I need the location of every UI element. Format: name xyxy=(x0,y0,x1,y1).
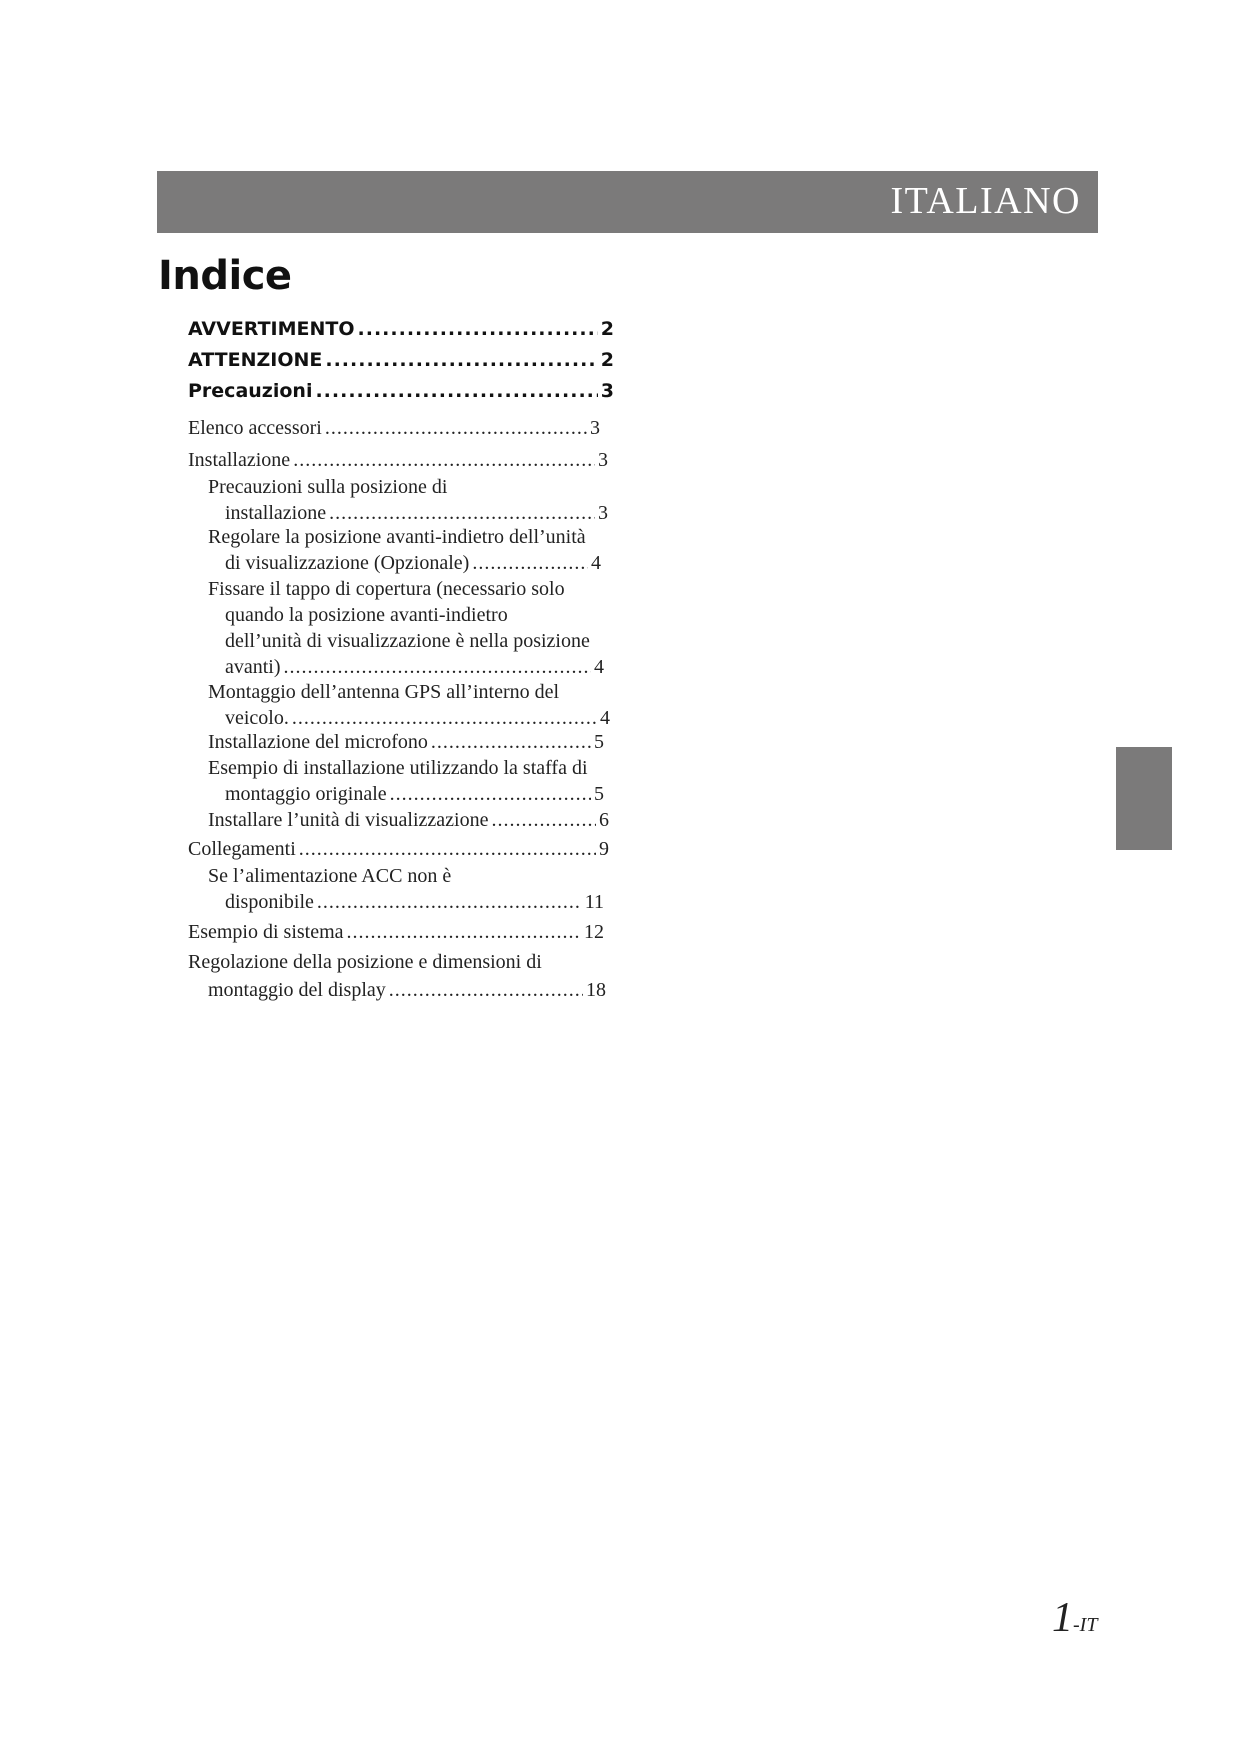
toc-leader-dots xyxy=(293,449,595,472)
toc-entry-alimentazione-acc-line1[interactable]: Se l’alimentazione ACC non è xyxy=(208,865,452,887)
toc-page-number: 5 xyxy=(594,783,604,805)
page-number-value: 1 xyxy=(1052,1595,1073,1641)
toc-page-number: 4 xyxy=(600,707,610,729)
toc-entry-label: montaggio del display xyxy=(208,979,386,1001)
toc-page-number: 3 xyxy=(590,417,600,439)
toc-leader-dots xyxy=(329,502,595,525)
toc-entry-label: Installazione del microfono xyxy=(208,731,428,753)
toc-entry-label: montaggio originale xyxy=(225,783,387,805)
toc-leader-dots xyxy=(315,380,597,402)
toc-entry-label: Collegamenti xyxy=(188,838,296,860)
toc-entry-label: veicolo. xyxy=(225,707,289,729)
toc-page-number: 3 xyxy=(600,380,614,402)
toc-page-number: 3 xyxy=(598,449,608,471)
toc-entry-regolare-posizione-line1[interactable]: Regolare la posizione avanti-indietro dell’unità xyxy=(208,526,586,548)
toc-entry-label: Elenco accessori xyxy=(188,417,322,439)
toc-entry-installare-unita[interactable] xyxy=(208,809,609,832)
toc-entry-label: installazione xyxy=(225,502,327,524)
toc-entry-montaggio-antenna-line1[interactable]: Montaggio dell’antenna GPS all’interno del xyxy=(208,681,560,703)
toc-entry-installazione-microfono[interactable] xyxy=(208,731,604,754)
toc-page-number: 11 xyxy=(584,891,604,913)
toc-entry-label: di visualizzazione (Opzionale) xyxy=(225,552,470,574)
toc-entry-alimentazione-acc[interactable] xyxy=(225,891,604,914)
toc-page-number: 12 xyxy=(584,921,604,943)
toc-entry-attenzione[interactable] xyxy=(188,349,614,371)
toc-entry-montaggio-antenna[interactable] xyxy=(225,707,610,730)
language-label: ITALIANO xyxy=(890,180,1081,222)
page-number xyxy=(1052,1594,1097,1642)
toc-page-number: 6 xyxy=(599,809,609,831)
toc-page-number: 5 xyxy=(594,731,604,753)
toc-leader-dots xyxy=(284,656,591,679)
toc-leader-dots xyxy=(325,349,597,371)
toc-page-number: 18 xyxy=(586,979,606,1001)
toc-entry-precauzioni[interactable] xyxy=(188,380,614,402)
toc-entry-fissare-tappo-line1[interactable]: Fissare il tappo di copertura (necessario solo xyxy=(208,578,565,600)
toc-leader-dots xyxy=(389,979,583,1002)
toc-entry-esempio-installazione-line1[interactable]: Esempio di installazione utilizzando la staffa di xyxy=(208,757,588,779)
toc-entry-label: disponibile xyxy=(225,891,314,913)
toc-leader-dots xyxy=(347,921,581,944)
toc-page-number: 4 xyxy=(591,552,601,574)
toc-page-number: 9 xyxy=(599,838,609,860)
toc-entry-label: ATTENZIONE xyxy=(188,349,323,371)
toc-page-number: 2 xyxy=(600,318,614,340)
toc-leader-dots xyxy=(431,731,591,754)
toc-entry-installazione[interactable] xyxy=(188,449,608,472)
toc-entry-label: Installazione xyxy=(188,449,291,471)
toc-entry-label: avanti) xyxy=(225,656,281,678)
toc-entry-regolare-posizione[interactable] xyxy=(225,552,601,575)
toc-leader-dots xyxy=(472,552,588,575)
toc-leader-dots xyxy=(390,783,591,806)
toc-leader-dots xyxy=(299,838,596,861)
toc-entry-elenco-accessori[interactable] xyxy=(188,417,600,440)
page-number-suffix: -IT xyxy=(1073,1614,1098,1636)
toc-leader-dots xyxy=(325,417,587,440)
toc-entry-esempio-sistema[interactable] xyxy=(188,921,604,944)
toc-entry-fissare-tappo[interactable] xyxy=(225,656,604,679)
page-title: Indice xyxy=(158,253,292,299)
toc-leader-dots xyxy=(292,707,597,730)
toc-entry-label: AVVERTIMENTO xyxy=(188,318,355,340)
toc-entry-avvertimento[interactable] xyxy=(188,318,614,340)
toc-entry-fissare-tappo-line3[interactable]: dell’unità di visualizzazione è nella posizione xyxy=(225,630,590,652)
toc-entry-label: Installare l’unità di visualizzazione xyxy=(208,809,489,831)
toc-entry-esempio-installazione[interactable] xyxy=(225,783,604,806)
toc-entry-precauzioni-posizione[interactable] xyxy=(225,502,608,525)
toc-page-number: 4 xyxy=(594,656,604,678)
toc-entry-regolazione-display-line1[interactable]: Regolazione della posizione e dimensioni di xyxy=(188,951,542,973)
toc-entry-precauzioni-posizione-line1[interactable]: Precauzioni sulla posizione di xyxy=(208,476,448,498)
toc-entry-label: Precauzioni xyxy=(188,380,313,402)
toc-page-number: 2 xyxy=(600,349,614,371)
toc-entry-label: Esempio di sistema xyxy=(188,921,344,943)
toc-entry-regolazione-display[interactable] xyxy=(208,979,606,1002)
toc-page-number: 3 xyxy=(598,502,608,524)
toc-entry-collegamenti[interactable] xyxy=(188,838,609,861)
toc-leader-dots xyxy=(358,318,598,340)
toc-entry-fissare-tappo-line2[interactable]: quando la posizione avanti-indietro xyxy=(225,604,508,626)
toc-leader-dots xyxy=(491,809,596,832)
toc-leader-dots xyxy=(317,891,582,914)
